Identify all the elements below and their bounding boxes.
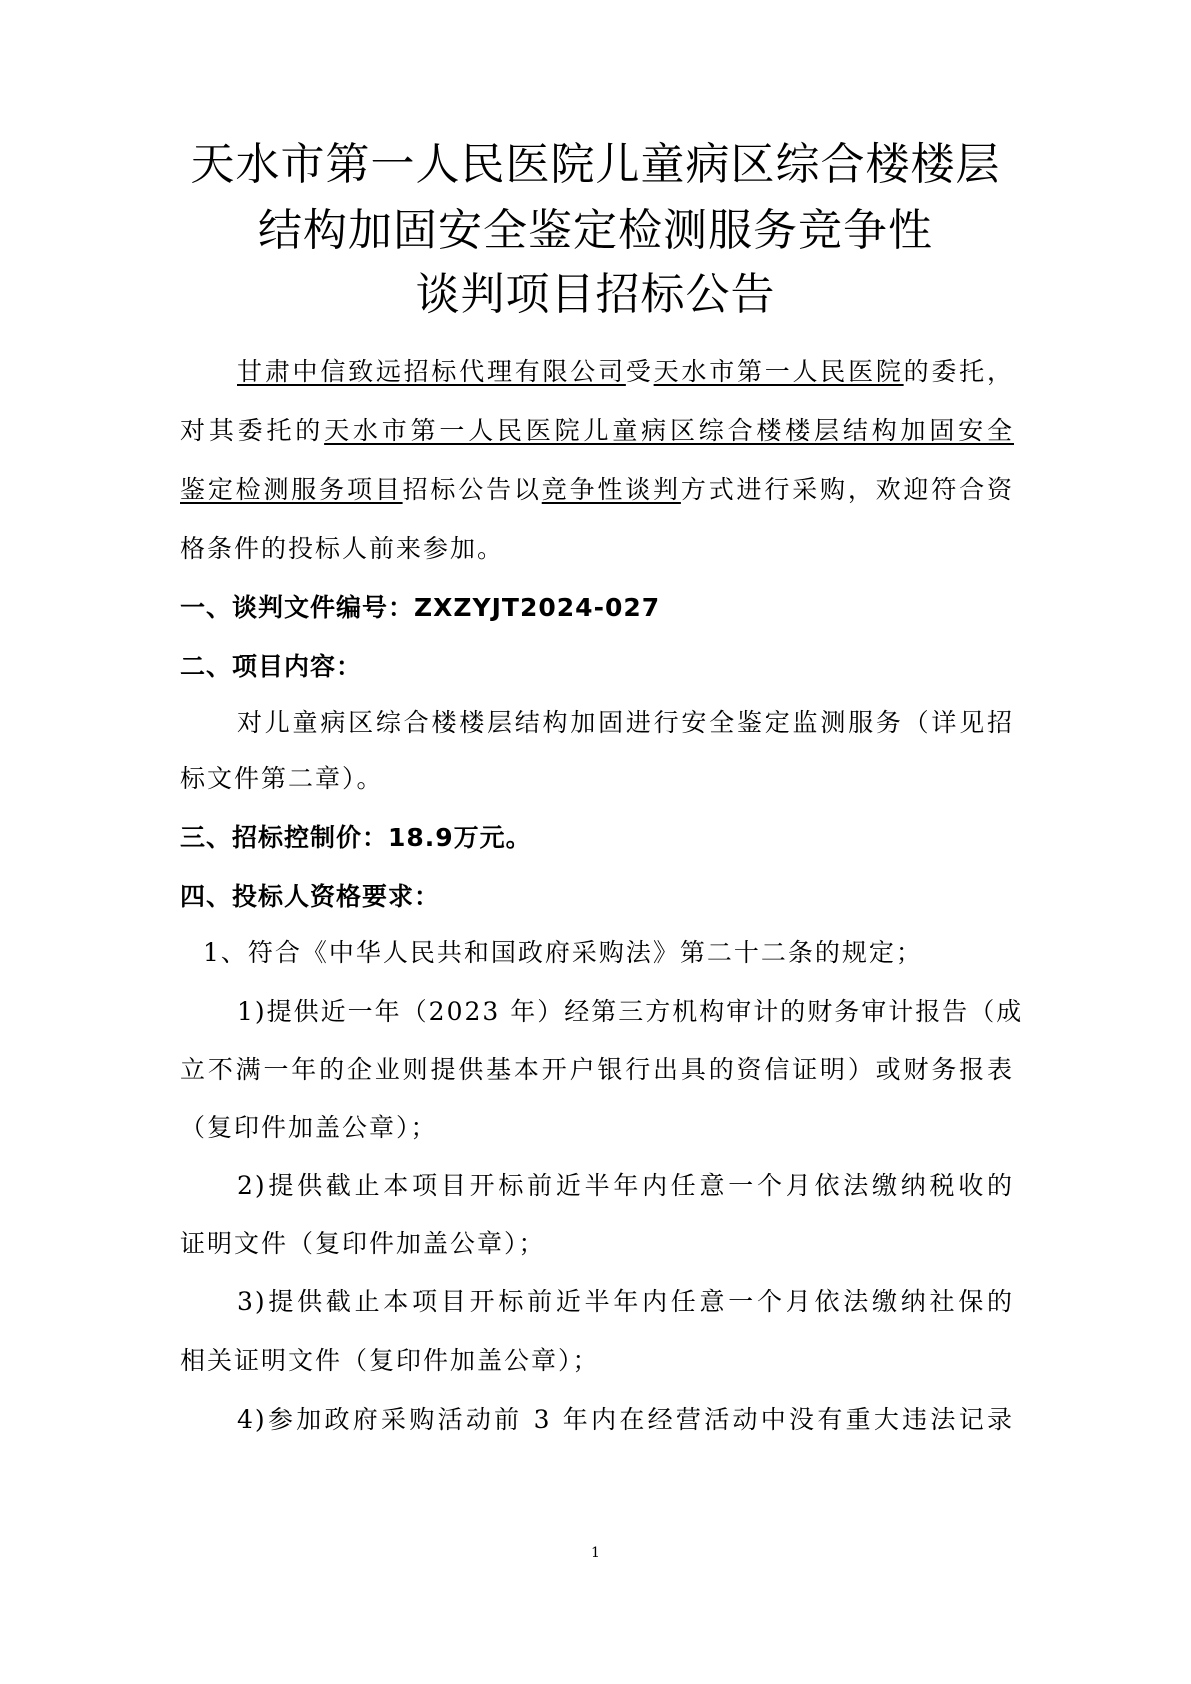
- item-2-line-1: 2)提供截止本项目开标前近半年内任意一个月依法缴纳税收的: [237, 1171, 1014, 1200]
- section-1-heading: 一、谈判文件编号：ZXZYJT2024-027: [180, 593, 661, 622]
- item-3-line-1: 3)提供截止本项目开标前近半年内任意一个月依法缴纳社保的: [237, 1287, 1014, 1316]
- item-1-line-1: 1)提供近一年（2023 年）经第三方机构审计的财务审计报告（成: [237, 997, 1024, 1026]
- procurement-method: 竞争性谈判: [541, 475, 681, 504]
- item-3-line-2: 相关证明文件（复印件加盖公章）；: [180, 1346, 600, 1375]
- intro-line-2: 对其委托的天水市第一人民医院儿童病区综合楼楼层结构加固安全: [180, 416, 1014, 445]
- section-2-body-1: 对儿童病区综合楼楼层结构加固进行安全鉴定监测服务（详见招: [237, 708, 1014, 737]
- page-number: 1: [591, 1545, 600, 1561]
- intro-line-4: 格条件的投标人前来参加。: [180, 534, 505, 563]
- item-1-line-2: 立不满一年的企业则提供基本开户银行出具的资信证明）或财务报表: [180, 1055, 1014, 1084]
- intro-line-1: 甘肃中信致远招标代理有限公司受天水市第一人民医院的委托，: [237, 357, 1014, 386]
- section-2-body-2: 标文件第二章）。: [180, 764, 384, 793]
- section-2-heading: 二、项目内容：: [180, 652, 363, 681]
- title-line-2: 结构加固安全鉴定检测服务竞争性: [258, 205, 933, 256]
- item-1-line-3: （复印件加盖公章）；: [180, 1113, 438, 1142]
- requirement-1: 1、符合《中华人民共和国政府采购法》第二十二条的规定；: [203, 938, 923, 967]
- project-name: 天水市第一人民医院儿童病区综合楼楼层结构加固安全: [324, 416, 1014, 445]
- client-name: 天水市第一人民医院: [653, 357, 904, 386]
- intro-line-3: 鉴定检测服务项目招标公告以竞争性谈判方式进行采购，欢迎符合资: [180, 475, 1014, 504]
- agency-name: 甘肃中信致远招标代理有限公司: [237, 357, 626, 386]
- title-line-1: 天水市第一人民医院儿童病区综合楼楼层: [190, 139, 1001, 190]
- item-4-line-1: 4)参加政府采购活动前 3 年内在经营活动中没有重大违法记录: [237, 1405, 1014, 1434]
- item-2-line-2: 证明文件（复印件加盖公章）；: [180, 1229, 546, 1258]
- section-3-heading: 三、招标控制价：18.9万元。: [180, 823, 532, 852]
- project-name-cont: 鉴定检测服务项目: [180, 475, 403, 504]
- section-4-heading: 四、投标人资格要求：: [180, 882, 441, 911]
- title-line-3: 谈判项目招标公告: [415, 269, 776, 320]
